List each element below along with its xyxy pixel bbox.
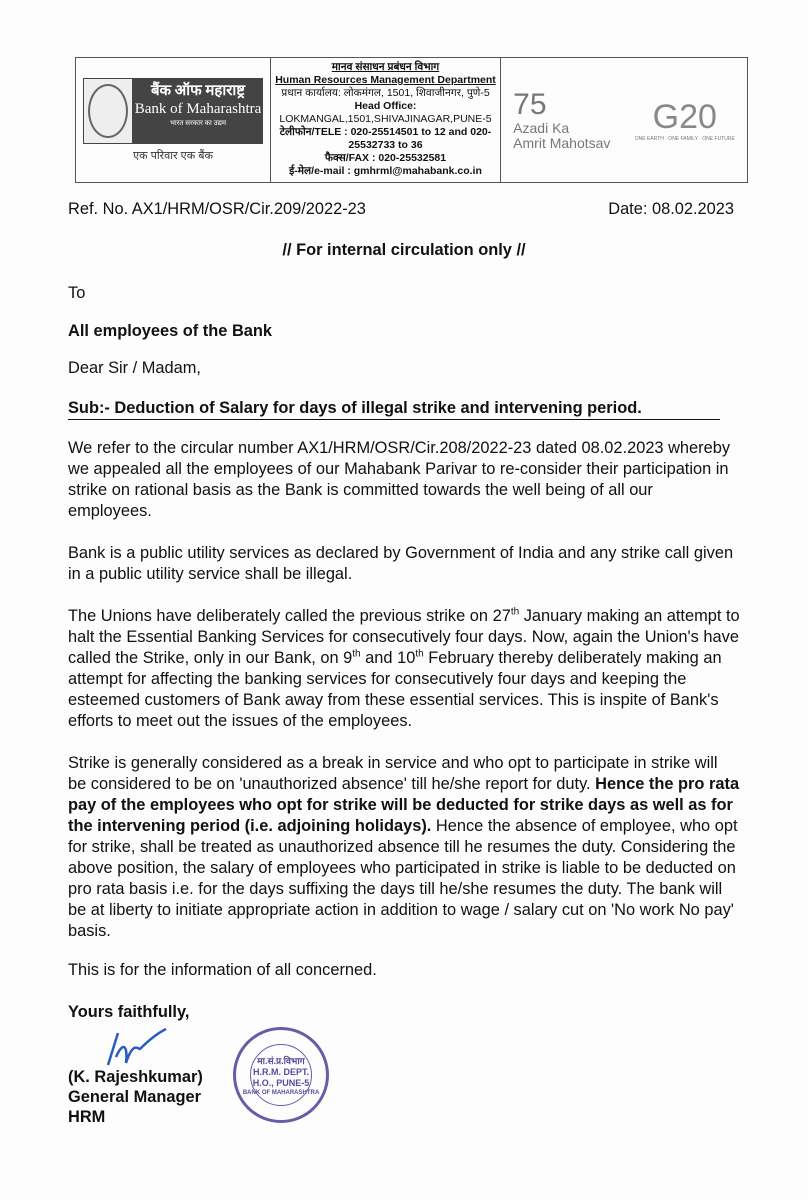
subject-line: Sub:- Deduction of Salary for days of illegal strike and intervening period.	[68, 398, 720, 420]
head-office-address: LOKMANGAL,1501,SHIVAJINAGAR,PUNE-5	[279, 113, 492, 125]
reference-row	[68, 199, 734, 220]
to-label: To	[68, 284, 86, 302]
bank-logo	[83, 78, 263, 144]
signatory-name: (K. Rajeshkumar)	[68, 1068, 203, 1086]
head-office-hindi: प्रधान कार्यालय: लोकमंगल, 1501, शिवाजीनगर, पुणे-5	[281, 87, 490, 99]
email: ई-मेल/e-mail : gmhrml@mahabank.co.in	[289, 165, 482, 177]
circulation-note: // For internal circulation only //	[282, 241, 526, 259]
bank-tagline: एक परिवार एक बैंक	[132, 149, 214, 162]
circular-date: Date: 08.02.2023	[608, 200, 734, 218]
signatory-designation: General Manager	[68, 1088, 201, 1106]
head-office-label: Head Office:	[354, 100, 417, 112]
paragraph-3: The Unions have deliberately called the previous strike on 27th January making an attempt to halt the Essential Banking Services for consecutively four days. Now, again the Union's have called the Strike, only in our Bank, on 9th and 10th February thereby deliberately making an attempt for affecting the banking services for consecutively four days and keeping the esteemed customers of Bank away from these essential services. This is inspite of Bank's efforts to meet out the issues of the employees.	[68, 606, 740, 730]
bank-name-english: Bank of Maharashtra	[134, 100, 262, 117]
g20-logo: G20 ONE EARTH · ONE FAMILY · ONE FUTURE	[634, 97, 735, 142]
paragraph-1: We refer to the circular number AX1/HRM/OSR/Cir.208/2022-23 dated 08.02.2023 whereby we appealed all the employees of our Mahabank Parivar to re-consider their participation in strike on rational basis as the Bank is committed towards the well being of all our employees.	[68, 439, 731, 520]
bank-emblem-icon	[83, 78, 133, 144]
signatory-block	[68, 1067, 228, 1127]
event-logos	[501, 58, 747, 182]
azadi-ka-amrit-mahotsav-logo: 75 Azadi Ka Amrit Mahotsav	[513, 88, 611, 151]
letterhead	[75, 57, 748, 183]
dept-english: Human Resources Management Department	[275, 74, 496, 86]
telephone: टेलीफोन/TELE : 020-25514501 to 12 and 020-25532733 to 36	[279, 126, 492, 151]
signature	[98, 1027, 168, 1067]
paragraph-2: Bank is a public utility services as declared by Government of India and any strike call given in a public utility service shall be illegal.	[68, 544, 734, 583]
bank-name-hindi: बैंक ऑफ महाराष्ट्र	[150, 82, 246, 99]
fax: फैक्स/FAX : 020-25532581	[324, 152, 447, 164]
dept-hindi: मानव संसाधन प्रबंधन विभाग	[331, 61, 440, 73]
addressee: All employees of the Bank	[68, 322, 273, 340]
letter-body	[68, 199, 740, 1127]
closing: Yours faithfully,	[68, 1003, 190, 1021]
bank-subtitle: भारत सरकार का उद्यम	[169, 118, 227, 127]
signature-row	[68, 1027, 740, 1127]
reference-number: Ref. No. AX1/HRM/OSR/Cir.209/2022-23	[68, 200, 366, 218]
paragraph-4: Strike is generally considered as a break in service and who opt to participate in strike will be considered to be on 'unauthorized absence' till he/she report for duty. Hence the pro rata pay of the employees who opt for strike will be deducted for strike days as well as for the intervening period (i.e. adjoining holidays). Hence the absence of employee, who opt for strike, shall be treated as unauthorized absence till he resumes the duty. Considering the above position, the salary of employees who participated in strike is liable to be deducted on pro rata basis i.e. for the days suffixing the days till he/she resumes the duty. The bank will be at liberty to initiate appropriate action in addition to wage / salary cut on 'No work No pay' basis.	[68, 754, 740, 940]
paragraph-5: This is for the information of all concerned.	[68, 961, 377, 979]
signatory-department: HRM	[68, 1108, 106, 1126]
department-stamp: मा.सं.प्र.विभाग H.R.M. DEPT. H.O., PUNE-5 BANK OF MAHARASHTRA	[233, 1027, 329, 1123]
department-info	[271, 58, 501, 182]
bank-logo-cell	[76, 58, 271, 182]
salutation: Dear Sir / Madam,	[68, 359, 201, 377]
